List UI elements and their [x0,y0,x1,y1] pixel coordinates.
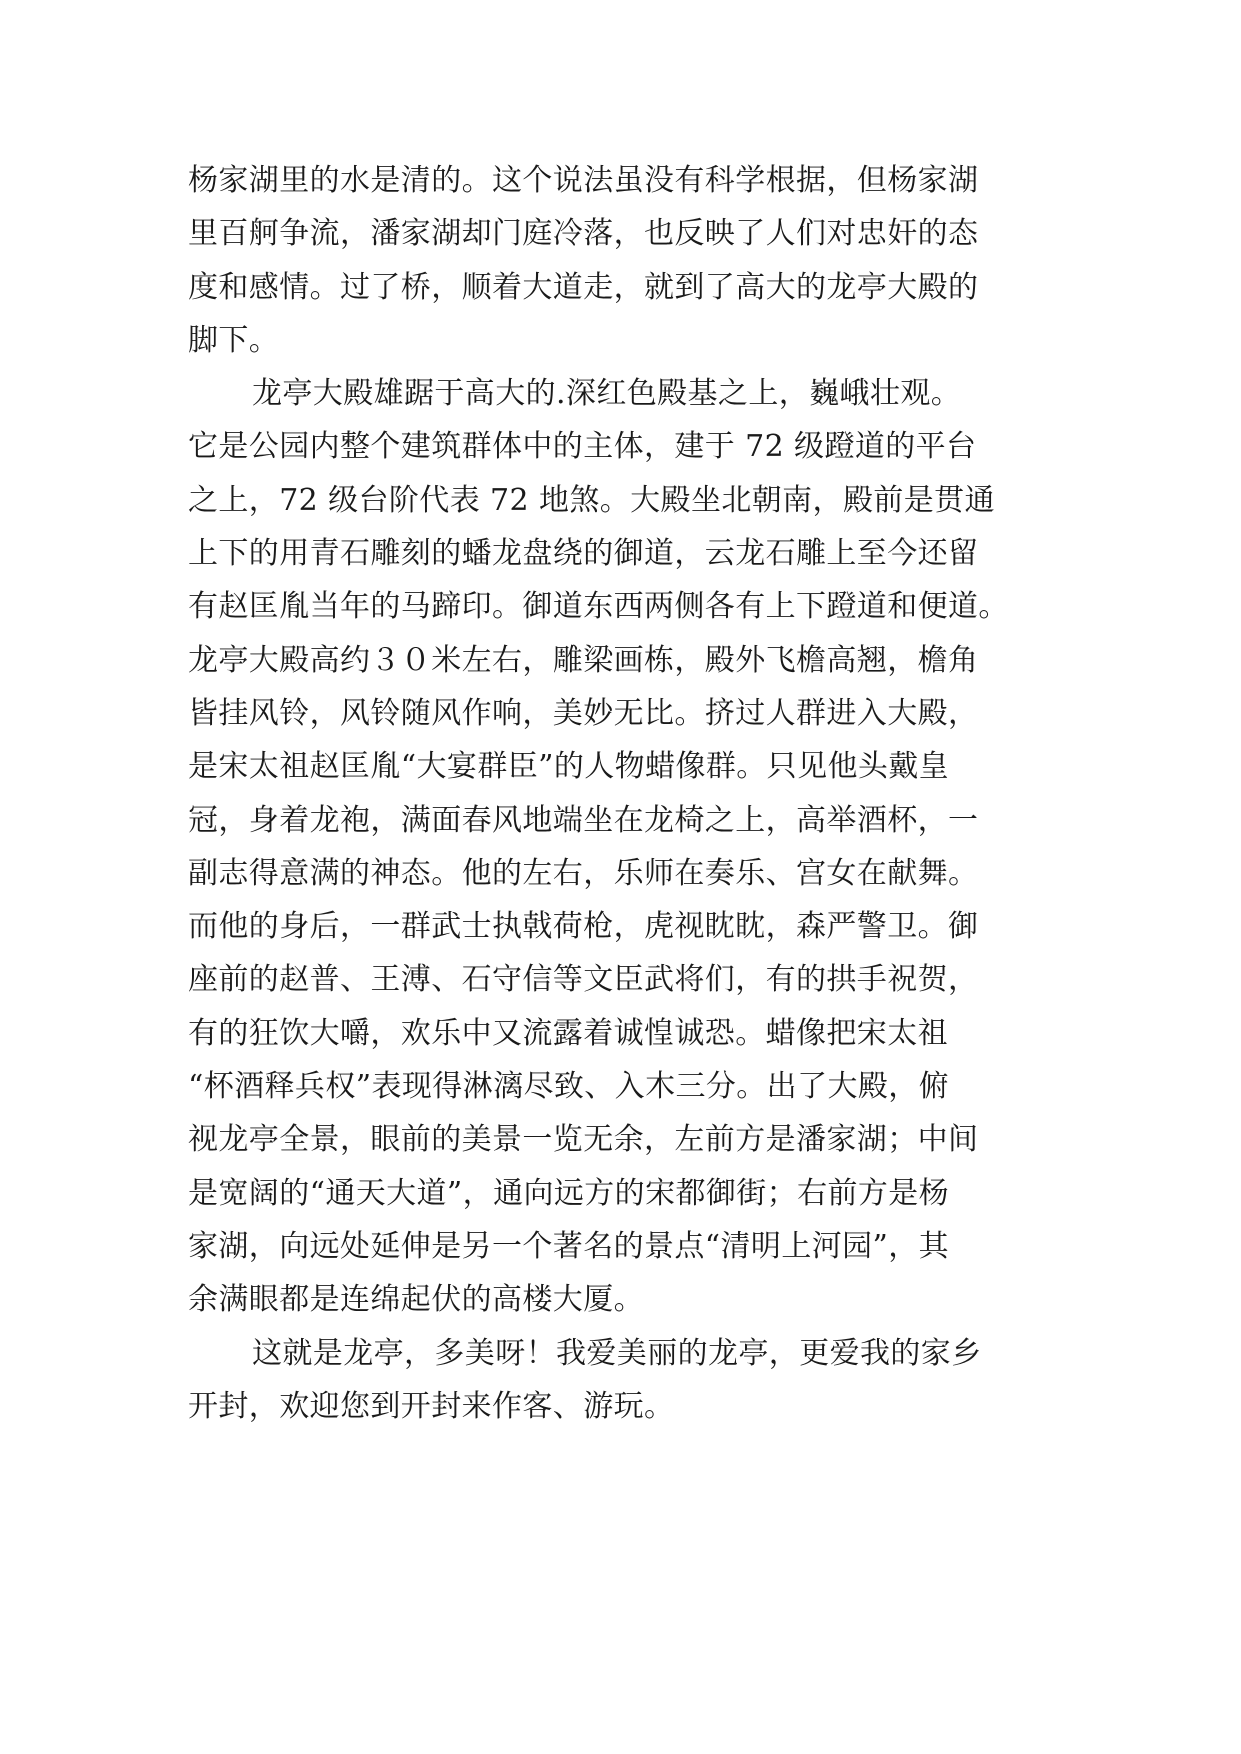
text-line: 里百舸争流，潘家湖却门庭冷落，也反映了人们对忠奸的态 [188,216,979,252]
text-line: 副志得意满的神态。他的左右，乐师在奏乐、宫女在献舞。 [188,855,979,891]
text-line: 家湖，向远处延伸是另一个著名的景点“清明上河园”，其 [188,1228,950,1264]
text-line: 度和感情。过了桥，顺着大道走，就到了高大的龙亭大殿的 [188,269,979,305]
text-line: 脚下。 [188,322,280,358]
text-line: 有的狂饮大嚼，欢乐中又流露着诚惶诚恐。蜡像把宋太祖 [188,1015,948,1051]
text-line: 视龙亭全景，眼前的美景一览无余，左前方是潘家湖；中间 [188,1122,979,1158]
text-line: 余满眼都是连绵起伏的高楼大厦。 [188,1282,644,1318]
text-line: 它是公园内整个建筑群体中的主体，建于 72 级蹬道的平台 [188,429,977,465]
text-line: 冠，身着龙袍，满面春风地端坐在龙椅之上，高举酒杯，一 [188,802,979,838]
text-line: 杨家湖里的水是清的。这个说法虽没有科学根据，但杨家湖 [188,163,979,198]
text-line: 上下的用青石雕刻的蟠龙盘绕的御道，云龙石雕上至今还留 [188,536,979,572]
text-line: 开封，欢迎您到开封来作客、游玩。 [188,1388,675,1424]
paragraph-start-line: 龙亭大殿雄踞于高大的.深红色殿基之上，巍峨壮观。 [252,376,962,412]
text-line: 之上，72 级台阶代表 72 地煞。大殿坐北朝南，殿前是贯通 [188,482,995,518]
text-line: 皆挂风铃，风铃随风作响，美妙无比。挤过人群进入大殿， [188,695,979,731]
text-line: 是宋太祖赵匡胤“大宴群臣”的人物蜡像群。只见他头戴皇 [188,749,950,785]
text-line: 座前的赵普、王溥、石守信等文臣武将们，有的拱手祝贺， [188,962,979,998]
text-line: 龙亭大殿高约３０米左右，雕梁画栋，殿外飞檐高翘，檐角 [188,642,979,678]
text-line: 是宽阔的“通天大道”，通向远方的宋都御街；右前方是杨 [188,1175,950,1211]
article-body [188,154,1068,1433]
paragraph-start-line: 这就是龙亭，多美呀！我爱美丽的龙亭，更爱我的家乡 [252,1335,982,1371]
text-line: 而他的身后，一群武士执戟荷枪，虎视眈眈，森严警卫。御 [188,909,979,945]
text-line: 有赵匡胤当年的马蹄印。御道东西两侧各有上下蹬道和便道。 [188,589,1009,625]
text-line: “杯酒释兵权”表现得淋漓尽致、入木三分。出了大殿，俯 [188,1069,950,1105]
